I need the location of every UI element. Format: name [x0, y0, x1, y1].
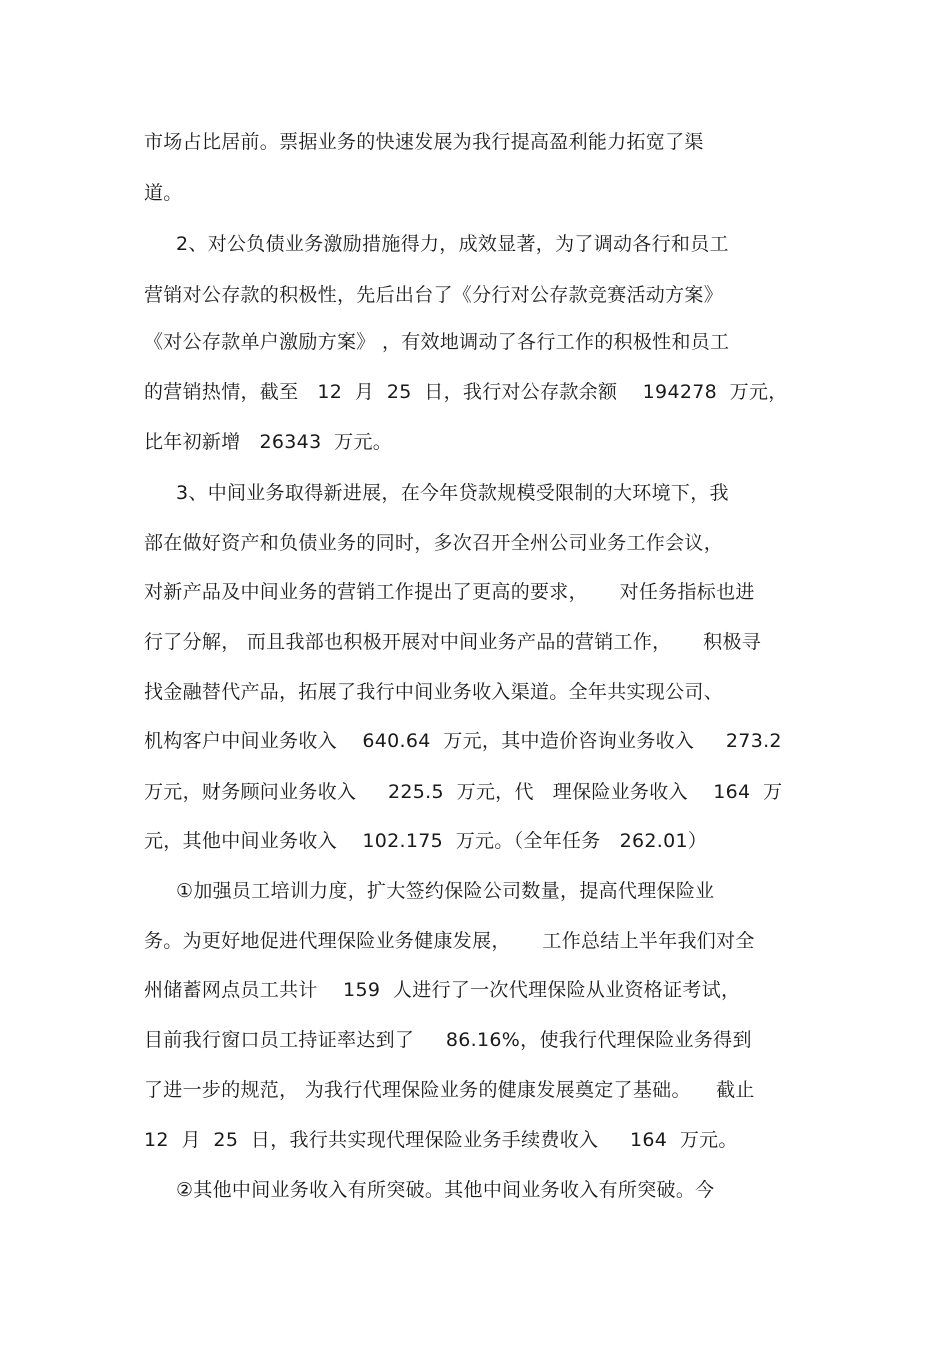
text-line: 的营销热情，截至 12 月 25 日，我行对公存款余额 194278 万元， [144, 381, 788, 403]
text-line: 《对公存款单户激励方案》 ，有效地调动了各行工作的积极性和员工 [144, 331, 730, 353]
text-line: 营销对公存款的积极性，先后出台了《分行对公存款竞赛活动方案》 [144, 284, 724, 306]
text-line: 12 月 25 日，我行共实现代理保险业务手续费收入 164 万元。 [144, 1129, 738, 1151]
text-line: 市场占比居前。票据业务的快速发展为我行提高盈利能力拓宽了渠 [144, 131, 704, 153]
text-line: 道。 [144, 182, 183, 204]
text-line: 比年初新增 26343 万元。 [144, 431, 393, 453]
text-line: 部在做好资产和负债业务的同时，多次召开全州公司业务工作会议， [144, 532, 724, 554]
text-line: 州储蓄网点员工共计 159 人进行了一次代理保险从业资格证考试， [144, 979, 741, 1001]
text-line: 找金融替代产品，拓展了我行中间业务收入渠道。全年共实现公司、 [144, 681, 724, 703]
text-line: 万元，财务顾问业务收入 225.5 万元，代 理保险业务收入 164 万 [144, 781, 783, 803]
paragraph-start: ①加强员工培训力度，扩大签约保险公司数量，提高代理保险业 [176, 880, 715, 902]
text-line: 机构客户中间业务收入 640.64 万元，其中造价咨询业务收入 273.2 [144, 730, 782, 752]
text-line: 对新产品及中间业务的营销工作提出了更高的要求， 对任务指标也进 [144, 581, 755, 603]
text-line: 务。为更好地促进代理保险业务健康发展， 工作总结上半年我们对全 [144, 930, 755, 952]
text-line: 了进一步的规范， 为我行代理保险业务的健康发展奠定了基础。 截止 [144, 1079, 755, 1101]
paragraph-start: 3、中间业务取得新进展，在今年贷款规模受限制的大环境下，我 [176, 482, 729, 504]
text-line: 行了分解， 而且我部也积极开展对中间业务产品的营销工作， 积极寻 [144, 631, 762, 653]
text-line: 目前我行窗口员工持证率达到了 86.16%，使我行代理保险业务得到 [144, 1029, 752, 1051]
paragraph-start: ②其他中间业务收入有所突破。其他中间业务收入有所突破。今 [176, 1179, 715, 1201]
text-line: 元，其他中间业务收入 102.175 万元。（全年任务 262.01） [144, 830, 708, 852]
paragraph-start: 2、对公负债业务激励措施得力，成效显著，为了调动各行和员工 [176, 233, 729, 255]
